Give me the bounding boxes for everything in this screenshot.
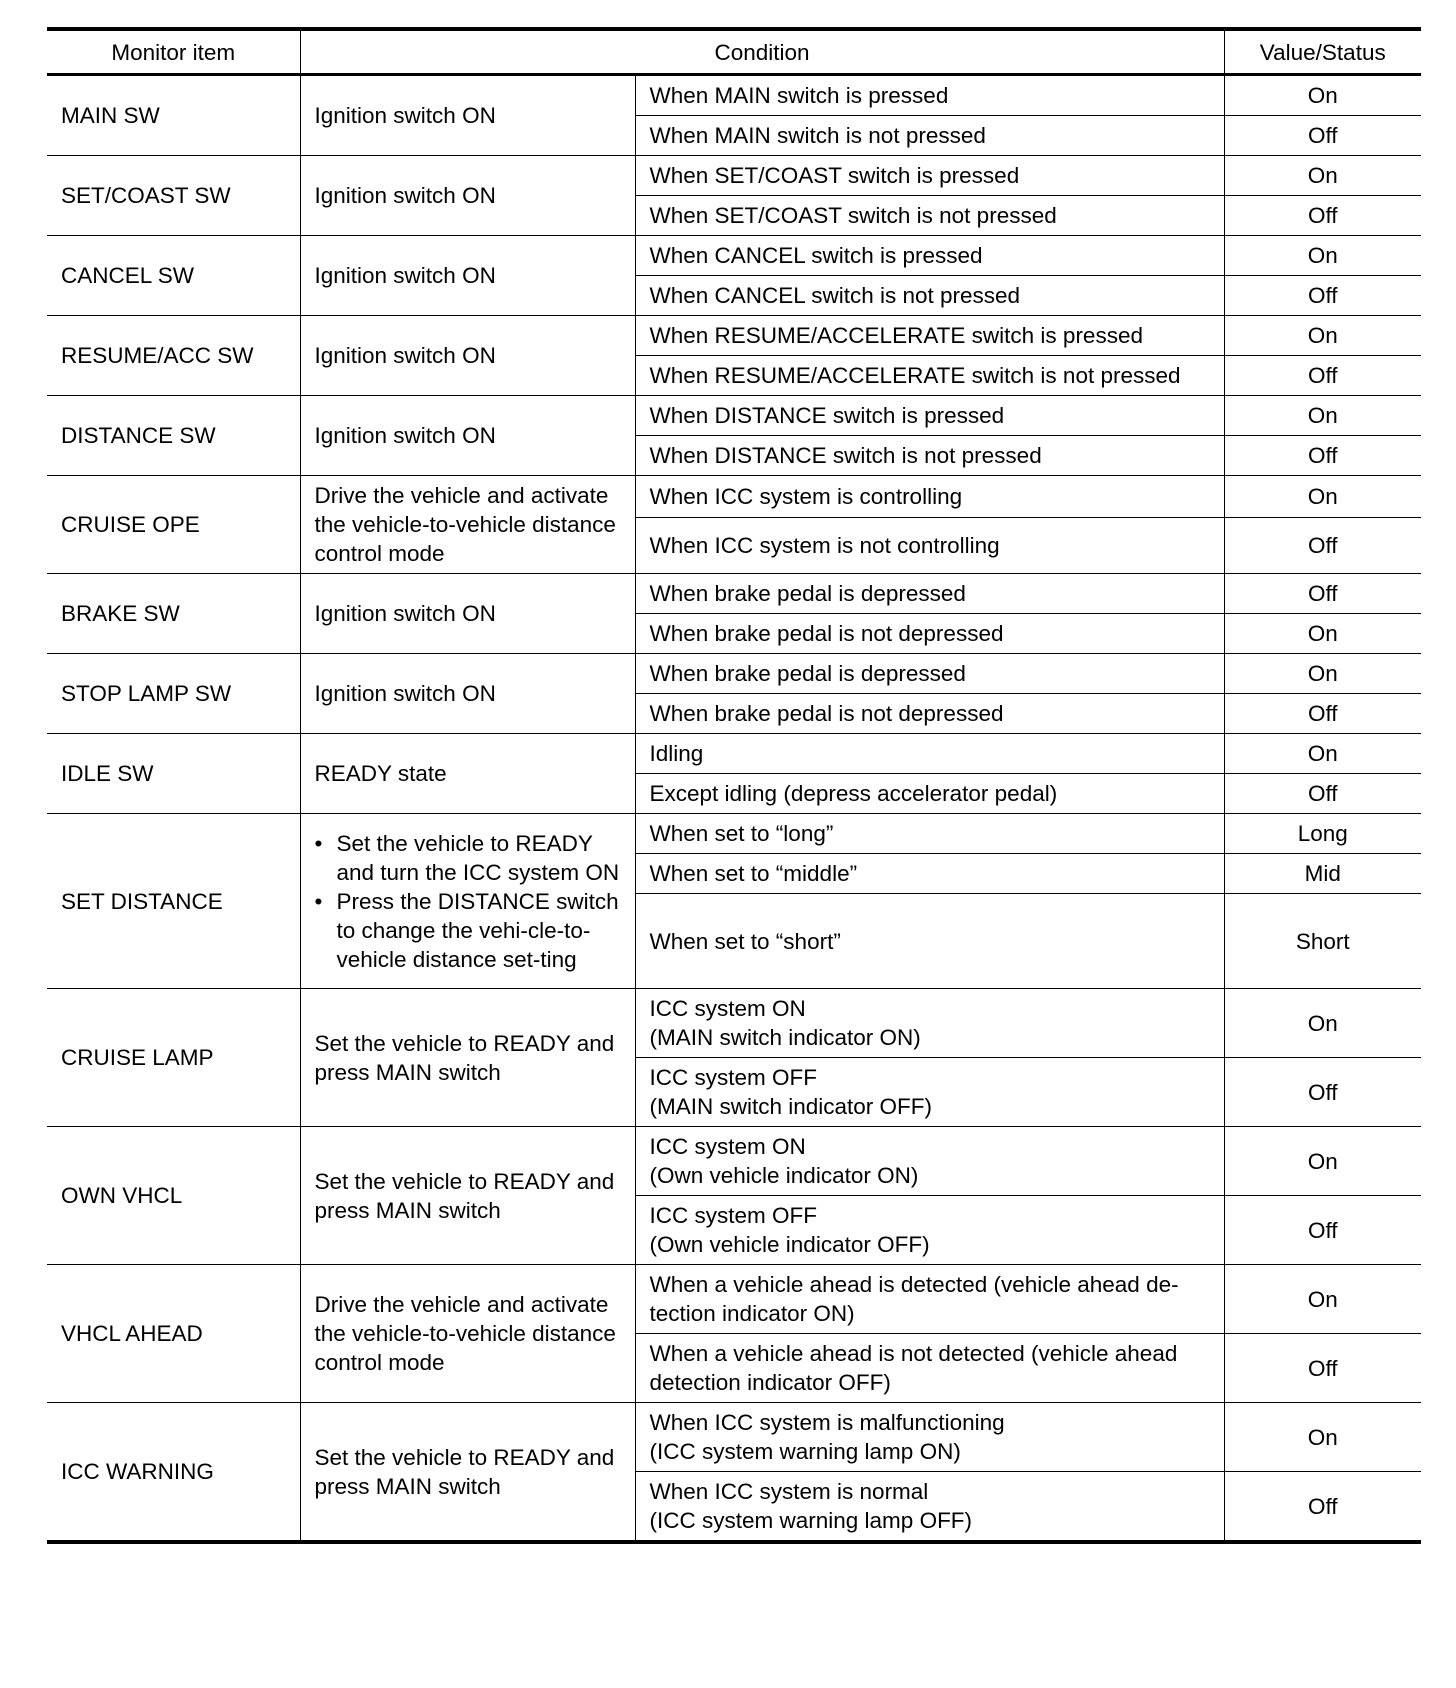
table-row xyxy=(47,476,1421,518)
condition-text: Set the vehicle to READY and press MAIN switch xyxy=(314,1168,615,1223)
sub-condition-text: Except idling (depress accelerator pedal) xyxy=(649,781,1058,806)
value-status-cell: Off xyxy=(1224,517,1421,573)
header-value-status: Value/Status xyxy=(1224,29,1421,75)
value-status-cell: Mid xyxy=(1224,854,1421,894)
sub-condition-text: When RESUME/ACCELERATE switch is pressed xyxy=(649,323,1143,348)
sub-condition-text: When DISTANCE switch is not pressed xyxy=(649,443,1042,468)
sub-condition-cell xyxy=(635,989,1224,1058)
value-status-cell: On xyxy=(1224,476,1421,518)
sub-condition-text: When CANCEL switch is pressed xyxy=(649,243,983,268)
header-row xyxy=(47,29,1421,75)
monitor-item-cell: SET/COAST SW xyxy=(47,156,300,236)
sub-condition-text: When CANCEL switch is not pressed xyxy=(649,283,1021,308)
sub-condition-text: When ICC system is not controlling xyxy=(649,532,1000,558)
sub-condition-text: When brake pedal is not depressed xyxy=(649,701,1004,726)
sub-condition-cell xyxy=(635,517,1224,573)
condition-cell xyxy=(300,316,635,396)
value-status-cell: Short xyxy=(1224,894,1421,989)
condition-text: READY state xyxy=(314,761,447,786)
sub-condition-detail: (MAIN switch indicator ON) xyxy=(649,1025,921,1050)
condition-text: Drive the vehicle and activate the vehicle-to-vehicle distance control mode xyxy=(314,1292,616,1375)
table-row xyxy=(47,1127,1421,1196)
value-status-cell: Off xyxy=(1224,774,1421,814)
condition-cell xyxy=(300,1265,635,1403)
condition-cell xyxy=(300,75,635,156)
value-status-cell: On xyxy=(1224,236,1421,276)
sub-condition-cell xyxy=(635,854,1224,894)
condition-cell xyxy=(300,814,635,989)
sub-condition-text: When brake pedal is depressed xyxy=(649,581,966,606)
sub-condition-text: When ICC system is malfunctioning xyxy=(649,1410,1005,1435)
value-status-cell: Off xyxy=(1224,1472,1421,1543)
condition-cell xyxy=(300,1127,635,1265)
sub-condition-cell xyxy=(635,75,1224,116)
value-status-cell: On xyxy=(1224,734,1421,774)
value-status-cell: Off xyxy=(1224,436,1421,476)
sub-condition-cell xyxy=(635,116,1224,156)
sub-condition-text: ICC system ON xyxy=(649,996,806,1021)
value-status-cell: Off xyxy=(1224,196,1421,236)
sub-condition-text: When DISTANCE switch is pressed xyxy=(649,403,1005,428)
sub-condition-text: When set to “long” xyxy=(649,821,834,846)
table-row xyxy=(47,156,1421,196)
sub-condition-text: ICC system ON xyxy=(649,1134,806,1159)
monitor-item-cell: VHCL AHEAD xyxy=(47,1265,300,1403)
sub-condition-cell xyxy=(635,1058,1224,1127)
condition-cell xyxy=(300,734,635,814)
condition-cell xyxy=(300,654,635,734)
value-status-cell: On xyxy=(1224,1127,1421,1196)
sub-condition-cell xyxy=(635,356,1224,396)
sub-condition-text: When a vehicle ahead is not detected (vehicle ahead detection indicator OFF) xyxy=(649,1341,1178,1395)
monitor-item-cell: BRAKE SW xyxy=(47,574,300,654)
table-row xyxy=(47,236,1421,276)
table-row xyxy=(47,1403,1421,1472)
sub-condition-detail: (ICC system warning lamp ON) xyxy=(649,1439,961,1464)
table-row xyxy=(47,396,1421,436)
value-status-cell: On xyxy=(1224,316,1421,356)
condition-text: Set the vehicle to READY and press MAIN switch xyxy=(314,1444,615,1499)
table-row xyxy=(47,814,1421,854)
sub-condition-text: When set to “short” xyxy=(649,928,841,954)
sub-condition-cell xyxy=(635,1265,1224,1334)
condition-cell xyxy=(300,989,635,1127)
monitor-item-cell: IDLE SW xyxy=(47,734,300,814)
sub-condition-cell xyxy=(635,396,1224,436)
sub-condition-text: When brake pedal is not depressed xyxy=(649,621,1004,646)
condition-text: Set the vehicle to READY and press MAIN switch xyxy=(314,1030,615,1085)
sub-condition-cell xyxy=(635,774,1224,814)
table-body xyxy=(47,75,1421,1543)
sub-condition-text: ICC system OFF xyxy=(649,1065,817,1090)
sub-condition-cell xyxy=(635,1334,1224,1403)
value-status-cell: Off xyxy=(1224,276,1421,316)
sub-condition-detail: (MAIN switch indicator OFF) xyxy=(649,1094,933,1119)
sub-condition-cell xyxy=(635,814,1224,854)
sub-condition-text: When MAIN switch is pressed xyxy=(649,83,949,108)
sub-condition-cell xyxy=(635,1127,1224,1196)
sub-condition-text: Idling xyxy=(649,741,704,766)
monitor-table xyxy=(47,27,1421,1544)
sub-condition-cell xyxy=(635,476,1224,518)
sub-condition-cell xyxy=(635,436,1224,476)
condition-bullet-list xyxy=(315,829,621,974)
sub-condition-cell xyxy=(635,694,1224,734)
sub-condition-text: When ICC system is controlling xyxy=(649,483,963,509)
sub-condition-detail: (Own vehicle indicator ON) xyxy=(649,1163,919,1188)
condition-cell xyxy=(300,156,635,236)
value-status-cell: Off xyxy=(1224,356,1421,396)
condition-text: Ignition switch ON xyxy=(314,423,496,448)
sub-condition-text: When a vehicle ahead is detected (vehicle ahead de-tection indicator ON) xyxy=(649,1272,1179,1326)
sub-condition-cell xyxy=(635,734,1224,774)
sub-condition-cell xyxy=(635,614,1224,654)
monitor-item-cell: ICC WARNING xyxy=(47,1403,300,1543)
condition-bullet: • Press the DISTANCE switch to change the vehi-cle-to-vehicle distance set-ting xyxy=(337,887,621,974)
sub-condition-text: When ICC system is normal xyxy=(649,1479,929,1504)
sub-condition-cell xyxy=(635,654,1224,694)
condition-text: Ignition switch ON xyxy=(314,263,496,288)
monitor-item-cell: CRUISE LAMP xyxy=(47,989,300,1127)
table-row xyxy=(47,654,1421,694)
condition-text: Ignition switch ON xyxy=(314,103,496,128)
value-status-cell: Off xyxy=(1224,574,1421,614)
value-status-cell: On xyxy=(1224,156,1421,196)
condition-cell xyxy=(300,1403,635,1543)
value-status-cell: Off xyxy=(1224,694,1421,734)
table-row xyxy=(47,75,1421,116)
table-row xyxy=(47,574,1421,614)
value-status-cell: On xyxy=(1224,75,1421,116)
sub-condition-cell xyxy=(635,316,1224,356)
sub-condition-text: When SET/COAST switch is pressed xyxy=(649,163,1020,188)
value-status-cell: Long xyxy=(1224,814,1421,854)
monitor-item-cell: CANCEL SW xyxy=(47,236,300,316)
table-row xyxy=(47,734,1421,774)
monitor-item-cell: SET DISTANCE xyxy=(47,814,300,989)
value-status-cell: Off xyxy=(1224,1196,1421,1265)
condition-cell xyxy=(300,574,635,654)
value-status-cell: On xyxy=(1224,989,1421,1058)
value-status-cell: Off xyxy=(1224,116,1421,156)
sub-condition-cell xyxy=(635,276,1224,316)
value-status-cell: On xyxy=(1224,614,1421,654)
sub-condition-cell xyxy=(635,1196,1224,1265)
condition-text: Drive the vehicle and activate the vehicle-to-vehicle distance control mode xyxy=(314,483,616,566)
condition-text: Ignition switch ON xyxy=(314,183,496,208)
sub-condition-cell xyxy=(635,894,1224,989)
sub-condition-text: When brake pedal is depressed xyxy=(649,661,966,686)
condition-text: Ignition switch ON xyxy=(314,601,496,626)
sub-condition-text: ICC system OFF xyxy=(649,1203,817,1228)
value-status-cell: Off xyxy=(1224,1334,1421,1403)
sub-condition-cell xyxy=(635,236,1224,276)
value-status-cell: Off xyxy=(1224,1058,1421,1127)
value-status-cell: On xyxy=(1224,1265,1421,1334)
sub-condition-text: When RESUME/ACCELERATE switch is not pressed xyxy=(649,363,1181,388)
value-status-cell: On xyxy=(1224,1403,1421,1472)
sub-condition-detail: (Own vehicle indicator OFF) xyxy=(649,1232,930,1257)
sub-condition-cell xyxy=(635,1403,1224,1472)
sub-condition-cell xyxy=(635,1472,1224,1543)
header-monitor-item: Monitor item xyxy=(47,29,300,75)
monitor-item-cell: OWN VHCL xyxy=(47,1127,300,1265)
sub-condition-text: When SET/COAST switch is not pressed xyxy=(649,203,1057,228)
header-condition: Condition xyxy=(300,29,1224,75)
monitor-item-cell: DISTANCE SW xyxy=(47,396,300,476)
monitor-item-cell: CRUISE OPE xyxy=(47,476,300,574)
sub-condition-cell xyxy=(635,574,1224,614)
table-row xyxy=(47,989,1421,1058)
monitor-item-cell: STOP LAMP SW xyxy=(47,654,300,734)
condition-bullet: • Set the vehicle to READY and turn the ICC system ON xyxy=(337,829,621,887)
monitor-item-cell: RESUME/ACC SW xyxy=(47,316,300,396)
sub-condition-cell xyxy=(635,156,1224,196)
sub-condition-text: When set to “middle” xyxy=(649,861,858,886)
condition-cell xyxy=(300,236,635,316)
condition-cell xyxy=(300,396,635,476)
condition-cell xyxy=(300,476,635,574)
sub-condition-cell xyxy=(635,196,1224,236)
condition-text: Ignition switch ON xyxy=(314,681,496,706)
condition-text: Ignition switch ON xyxy=(314,343,496,368)
sub-condition-detail: (ICC system warning lamp OFF) xyxy=(649,1508,973,1533)
table-row xyxy=(47,1265,1421,1334)
value-status-cell: On xyxy=(1224,396,1421,436)
value-status-cell: On xyxy=(1224,654,1421,694)
table-row xyxy=(47,316,1421,356)
sub-condition-text: When MAIN switch is not pressed xyxy=(649,123,986,148)
monitor-item-cell: MAIN SW xyxy=(47,75,300,156)
